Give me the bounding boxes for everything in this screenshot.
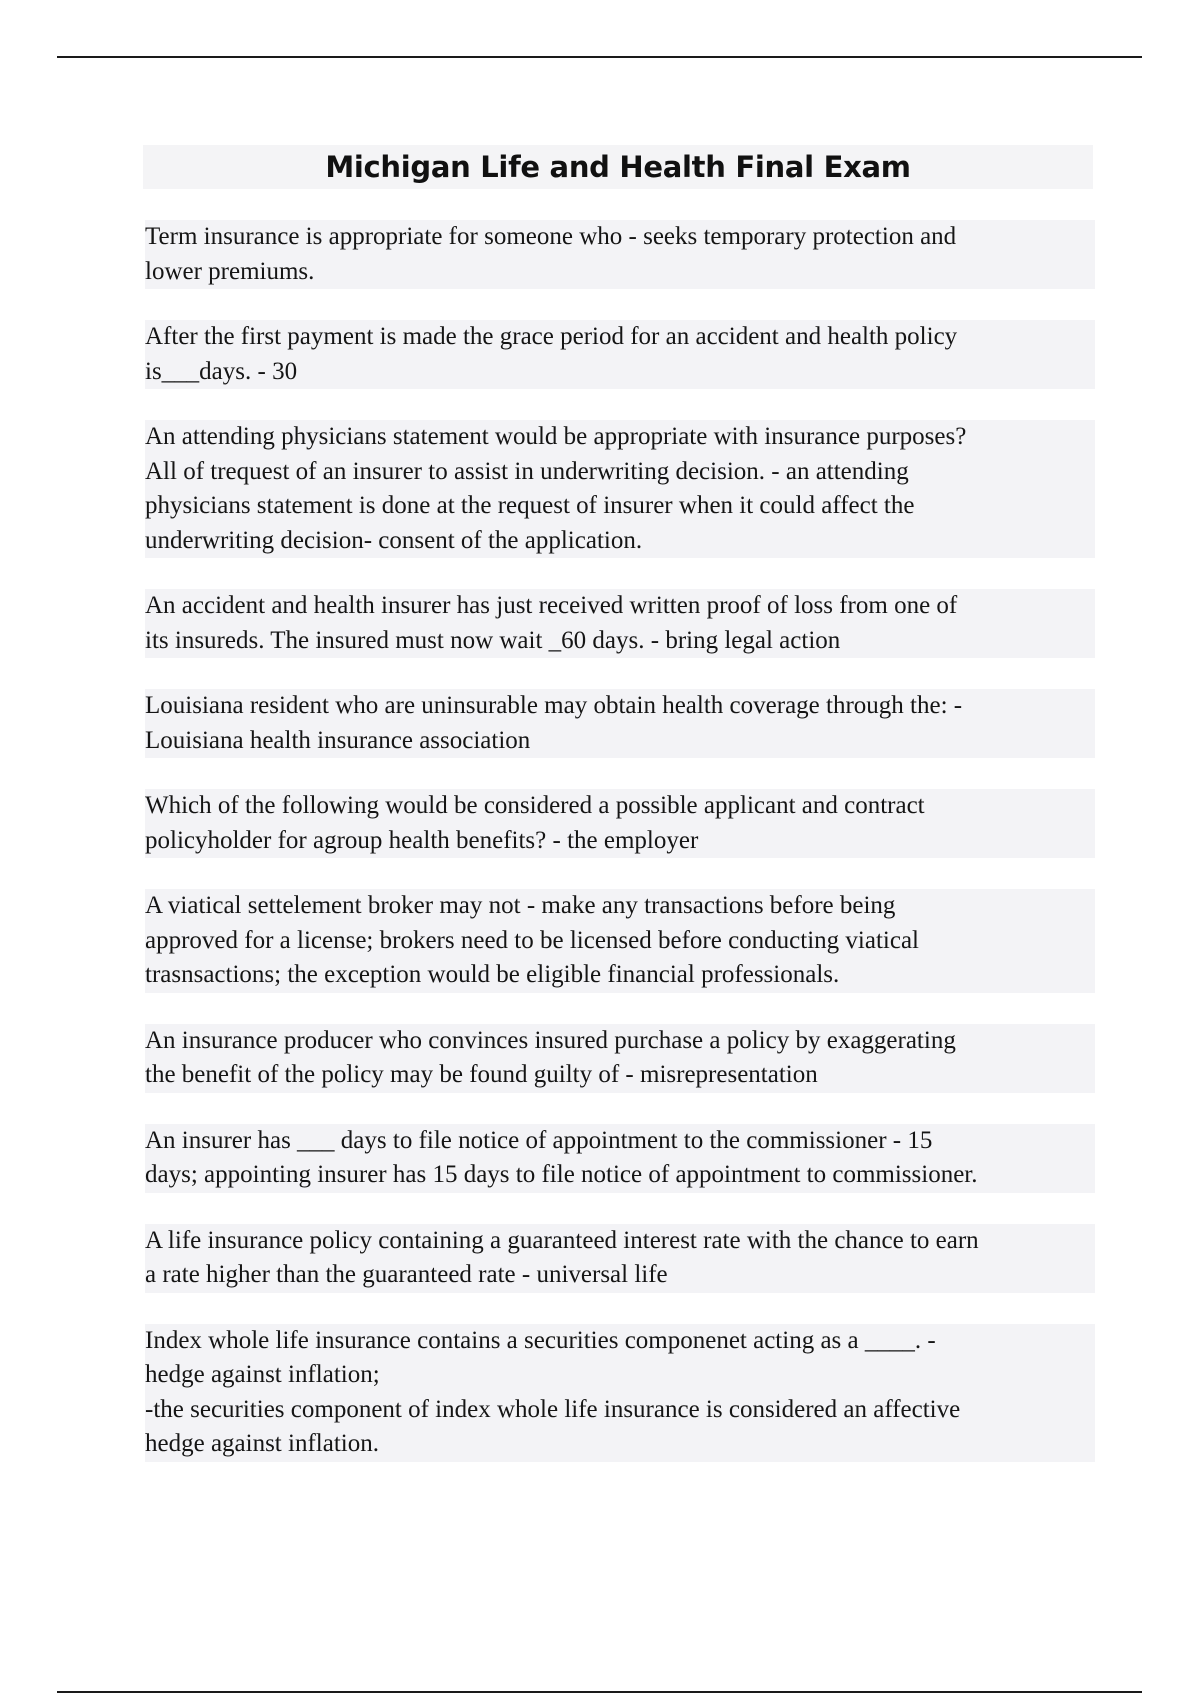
qa-line: A viatical settelement broker may not - make any transactions before being — [145, 889, 1095, 924]
qa-line: An attending physicians statement would be appropriate with insurance purposes? — [145, 420, 1095, 455]
qa-entry — [145, 1224, 1095, 1293]
qa-line: approved for a license; brokers need to be licensed before conducting viatical — [145, 924, 1095, 959]
qa-line: underwriting decision- consent of the application. — [145, 524, 1095, 559]
qa-entry — [145, 789, 1095, 858]
qa-entry — [145, 320, 1095, 389]
qa-line: a rate higher than the guaranteed rate - universal life — [145, 1258, 1095, 1293]
qa-line: A life insurance policy containing a guaranteed interest rate with the chance to earn — [145, 1224, 1095, 1259]
qa-line: lower premiums. — [145, 255, 1095, 290]
top-divider — [57, 56, 1142, 58]
qa-entry — [145, 1124, 1095, 1193]
qa-line: All of trequest of an insurer to assist in underwriting decision. - an attending — [145, 455, 1095, 490]
title-band — [143, 145, 1093, 189]
qa-line: Term insurance is appropriate for someone who - seeks temporary protection and — [145, 220, 1095, 255]
qa-line: policyholder for agroup health benefits? - the employer — [145, 824, 1095, 859]
qa-line: days; appointing insurer has 15 days to file notice of appointment to commissioner. — [145, 1158, 1095, 1193]
qa-line: After the first payment is made the grace period for an accident and health policy — [145, 320, 1095, 355]
qa-line: trasnsactions; the exception would be eligible financial professionals. — [145, 958, 1095, 993]
qa-line: the benefit of the policy may be found guilty of - misrepresentation — [145, 1058, 1095, 1093]
qa-entry — [145, 589, 1095, 658]
qa-line: physicians statement is done at the request of insurer when it could affect the — [145, 489, 1095, 524]
qa-line: -the securities component of index whole life insurance is considered an affective — [145, 1393, 1095, 1428]
qa-entry — [145, 889, 1095, 993]
qa-entry — [145, 220, 1095, 289]
qa-list — [145, 220, 1095, 1493]
qa-entry — [145, 420, 1095, 558]
page-title: Michigan Life and Health Final Exam — [325, 149, 911, 184]
qa-line: Louisiana health insurance association — [145, 724, 1095, 759]
qa-line: An accident and health insurer has just received written proof of loss from one of — [145, 589, 1095, 624]
qa-line: its insureds. The insured must now wait _60 days. - bring legal action — [145, 624, 1095, 659]
bottom-divider — [57, 1691, 1142, 1693]
qa-line: hedge against inflation. — [145, 1427, 1095, 1462]
qa-line: Which of the following would be considered a possible applicant and contract — [145, 789, 1095, 824]
qa-line: hedge against inflation; — [145, 1358, 1095, 1393]
qa-line: An insurer has ___ days to file notice of appointment to the commissioner - 15 — [145, 1124, 1095, 1159]
qa-entry — [145, 689, 1095, 758]
qa-line: Index whole life insurance contains a securities componenet acting as a ____. - — [145, 1324, 1095, 1359]
qa-entry — [145, 1324, 1095, 1462]
qa-line: An insurance producer who convinces insured purchase a policy by exaggerating — [145, 1024, 1095, 1059]
qa-entry — [145, 1024, 1095, 1093]
qa-line: Louisiana resident who are uninsurable may obtain health coverage through the: - — [145, 689, 1095, 724]
qa-line: is___days. - 30 — [145, 355, 1095, 390]
